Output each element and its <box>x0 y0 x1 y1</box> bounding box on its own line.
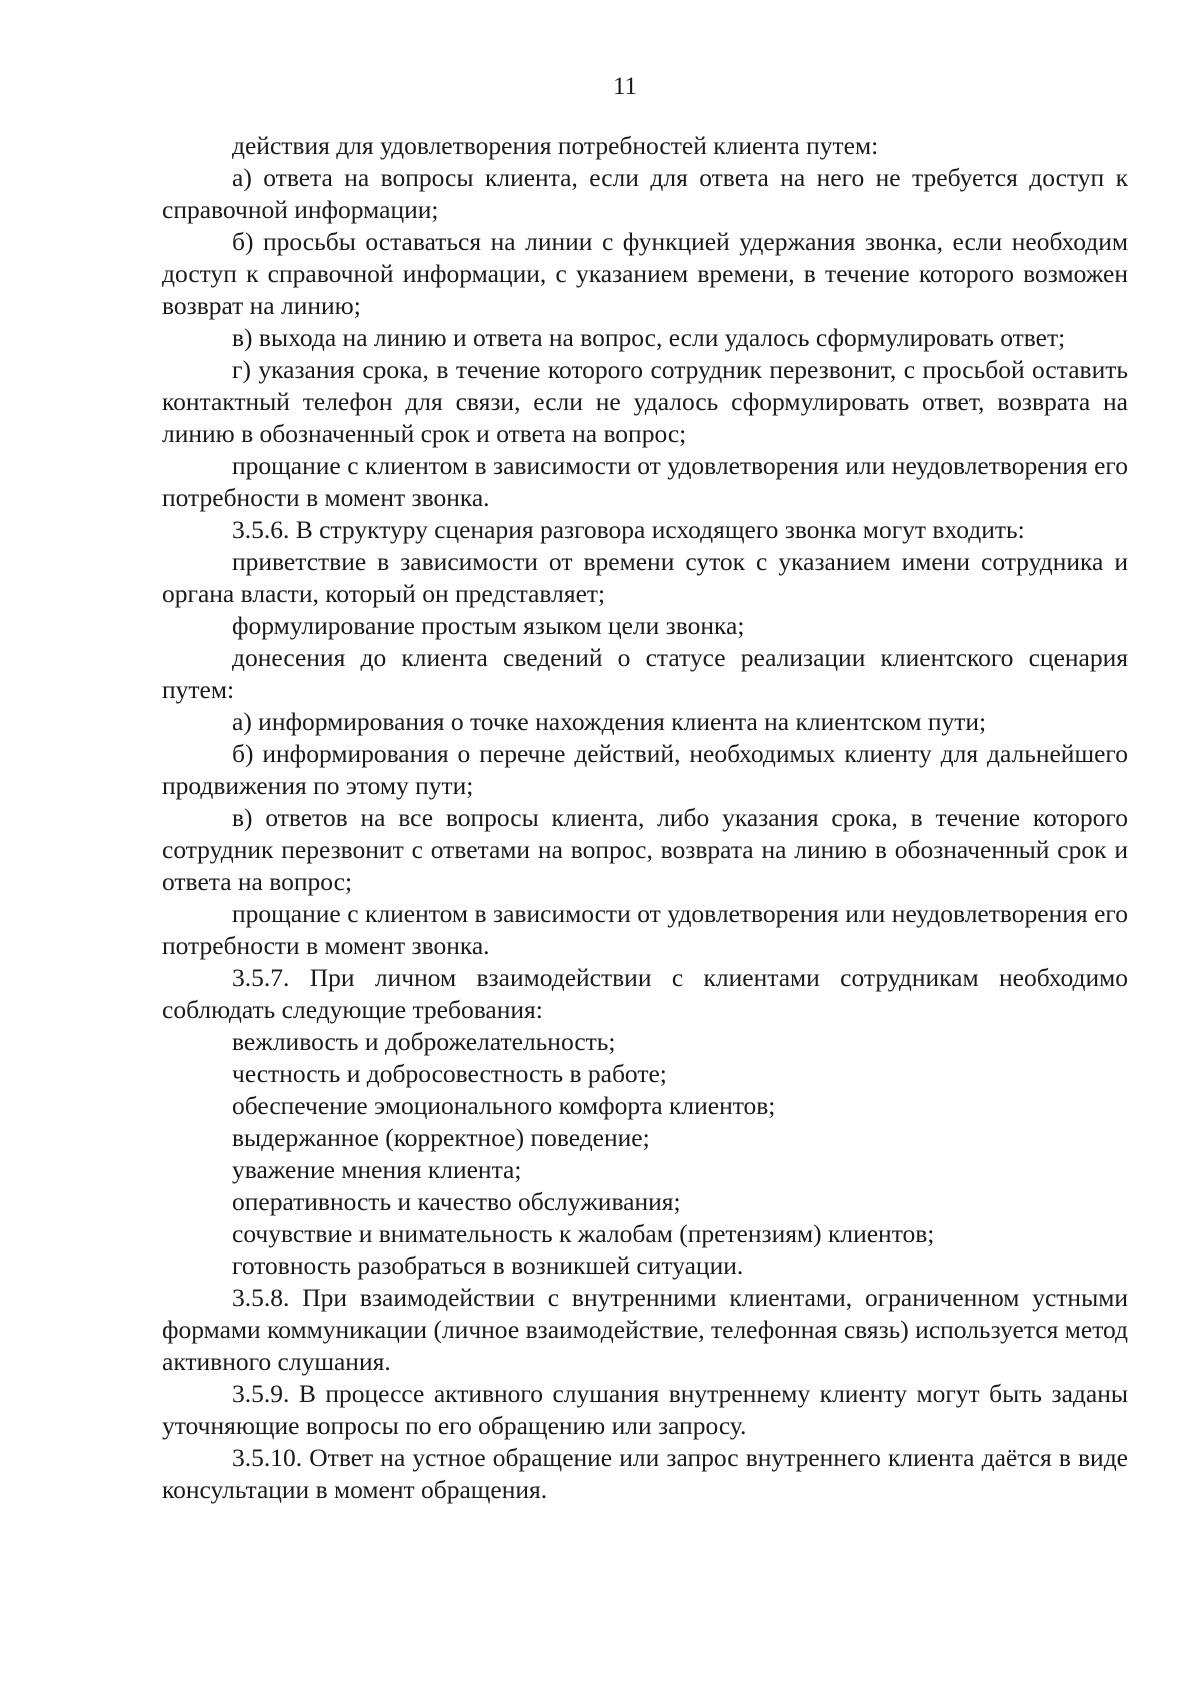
paragraph: формулирование простым языком цели звонка; <box>232 611 745 640</box>
requirement-item: честность и добросовестность в работе; <box>232 1059 667 1088</box>
list-item: в) выхода на линию и ответа на вопрос, если удалось сформулировать ответ; <box>232 323 1066 352</box>
requirement-item: вежливость и доброжелательность; <box>232 1027 616 1056</box>
document-body <box>162 130 1128 1506</box>
requirement-item: обеспечение эмоционального комфорта клиентов; <box>232 1091 776 1120</box>
list-item: б) просьбы оставаться на линии с функцией удержания звонка, если необходим доступ к справочной информации, с указанием времени, в течение которого возможен возврат на линию; <box>162 227 1128 320</box>
page-number: 11 <box>612 73 638 100</box>
section-heading-3-5-9: 3.5.9. В процессе активного слушания внутреннему клиенту могут быть заданы уточняющие вопросы по его обращению или запросу. <box>162 1379 1128 1440</box>
section-heading-3-5-6: 3.5.6. В структуру сценария разговора исходящего звонка могут входить: <box>232 515 1025 544</box>
requirement-item: оперативность и качество обслуживания; <box>232 1187 681 1216</box>
list-item: а) ответа на вопросы клиента, если для ответа на него не требуется доступ к справочной информации; <box>162 163 1128 224</box>
list-item: г) указания срока, в течение которого сотрудник перезвонит, с просьбой оставить контактный телефон для связи, если не удалось сформулировать ответ, возврата на линию в обозначенный срок и ответа на вопрос; <box>162 355 1128 448</box>
paragraph: донесения до клиента сведений о статусе реализации клиентского сценария путем: <box>162 643 1128 704</box>
list-item: в) ответов на все вопросы клиента, либо указания срока, в течение которого сотрудник перезвонит с ответами на вопрос, возврата на линию в обозначенный срок и ответа на вопрос; <box>162 803 1128 896</box>
paragraph: приветствие в зависимости от времени суток с указанием имени сотрудника и органа власти, который он представляет; <box>162 547 1128 608</box>
list-item: а) информирования о точке нахождения клиента на клиентском пути; <box>232 707 987 736</box>
requirement-item: выдержанное (корректное) поведение; <box>232 1123 650 1152</box>
paragraph: прощание с клиентом в зависимости от удовлетворения или неудовлетворения его потребности в момент звонка. <box>162 899 1128 960</box>
paragraph: действия для удовлетворения потребностей клиента путем: <box>232 131 879 160</box>
section-heading-3-5-10: 3.5.10. Ответ на устное обращение или запрос внутреннего клиента даётся в виде консультации в момент обращения. <box>162 1443 1128 1504</box>
requirement-item: сочувствие и внимательность к жалобам (претензиям) клиентов; <box>232 1219 935 1248</box>
section-heading-3-5-7: 3.5.7. При личном взаимодействии с клиентами сотрудникам необходимо соблюдать следующие требования: <box>162 963 1128 1024</box>
requirement-item: уважение мнения клиента; <box>232 1155 522 1184</box>
paragraph: прощание с клиентом в зависимости от удовлетворения или неудовлетворения его потребности в момент звонка. <box>162 451 1128 512</box>
list-item: б) информирования о перечне действий, необходимых клиенту для дальнейшего продвижения по этому пути; <box>162 739 1128 800</box>
section-heading-3-5-8: 3.5.8. При взаимодействии с внутренними клиентами, ограниченном устными формами коммуникации (личное взаимодействие, телефонная связь) используется метод активного слушания. <box>162 1283 1128 1376</box>
requirement-item: готовность разобраться в возникшей ситуации. <box>232 1251 744 1280</box>
